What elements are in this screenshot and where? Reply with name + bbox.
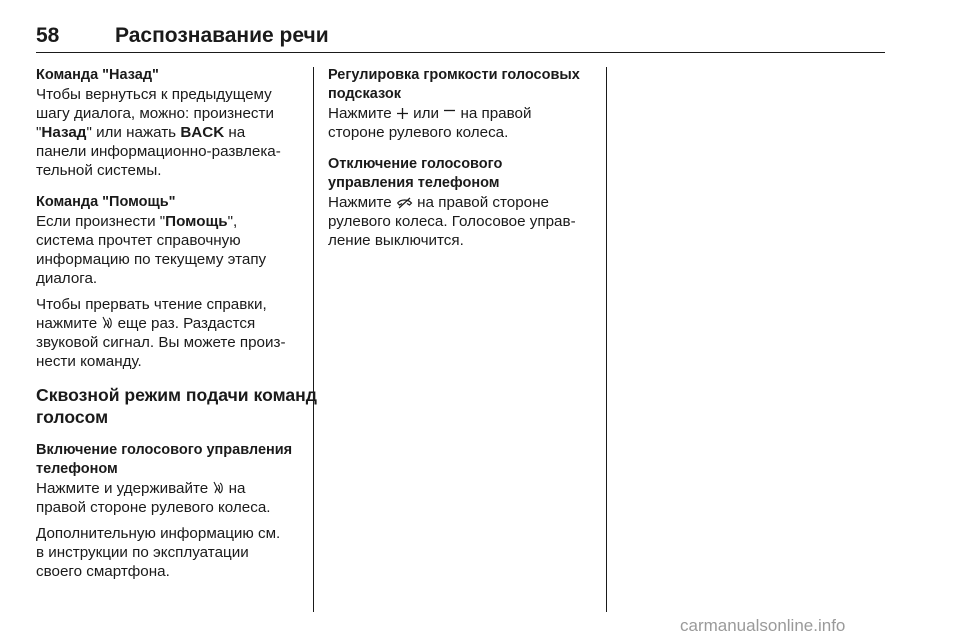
watermark: carmanualsonline.info [680, 616, 846, 635]
text-fragment: ", [227, 213, 238, 230]
section-heading-line: Сквозной режим подачи команд [36, 385, 317, 405]
more-text-line: своего смартфона. [36, 563, 170, 580]
voice-command-icon [212, 480, 224, 495]
back-command-block [36, 66, 308, 180]
volume-block [328, 66, 600, 142]
keyword-help: Помощь [165, 213, 228, 230]
text-fragment: нажмите [36, 315, 102, 332]
back-text-line: панели информационно-развлека‐ [36, 143, 281, 160]
back-text-line: Чтобы вернуться к предыдущему [36, 86, 272, 103]
disable-text-line: ление выключится. [328, 232, 464, 249]
stop-text-line: нести команду. [36, 353, 142, 370]
text-fragment: еще раз. Раздастся [113, 315, 256, 332]
disable-text-line [328, 193, 600, 212]
help-heading: Команда "Помощь" [36, 194, 176, 210]
back-text-line: тельной системы. [36, 162, 162, 179]
text-fragment: Нажмите [328, 105, 396, 122]
voice-command-icon [101, 315, 113, 330]
keyword-back: Назад [41, 124, 87, 141]
enable-phone-voice-block [36, 441, 308, 517]
section-heading-line: голосом [36, 407, 109, 427]
text-fragment: на правой [456, 105, 532, 122]
help-text-line [36, 212, 308, 231]
stop-help-block [36, 295, 308, 371]
text-fragment: Нажмите и удерживайте [36, 480, 213, 497]
back-heading: Команда "Назад" [36, 67, 159, 83]
volume-heading-line: подсказок [328, 86, 401, 102]
enable-text-line: правой стороне рулевого колеса. [36, 499, 271, 516]
enable-heading-line: Включение голосового управления [36, 442, 293, 458]
minus-icon [443, 107, 456, 120]
disable-heading-line: управления телефоном [328, 175, 500, 191]
help-text-line: диалога. [36, 270, 98, 287]
column-2 [328, 66, 600, 250]
section-heading [36, 384, 317, 428]
text-fragment: Если произнести " [36, 213, 166, 230]
disable-text-line: рулевого колеса. Голосовое управ‐ [328, 213, 576, 230]
back-text-line [36, 123, 308, 142]
stop-text-line: Чтобы прервать чтение справки, [36, 296, 267, 313]
plus-icon [396, 107, 409, 120]
hang-up-icon [396, 197, 413, 209]
text-fragment: " или нажать [86, 124, 181, 141]
text-fragment: на правой стороне [412, 194, 549, 211]
page-header [36, 22, 885, 50]
header-rule [36, 52, 885, 53]
volume-text-line [328, 104, 600, 123]
more-text-line: Дополнительную информацию см. [36, 525, 281, 542]
column-divider-1 [313, 67, 314, 612]
help-text-line: информацию по текущему этапу [36, 251, 267, 268]
column-1 [36, 66, 317, 581]
stop-text-line: звуковой сигнал. Вы можете произ‐ [36, 334, 286, 351]
back-key-label: BACK [180, 124, 225, 141]
text-fragment: на [224, 124, 246, 141]
text-fragment: или [408, 105, 444, 122]
more-info-block [36, 524, 308, 581]
text-fragment: на [224, 480, 246, 497]
enable-text-line [36, 479, 308, 498]
page-title: Распознавание речи [115, 24, 329, 47]
enable-heading-line: телефоном [36, 461, 118, 477]
page-number: 58 [36, 24, 60, 47]
stop-text-line [36, 314, 308, 333]
help-text-line: система прочтет справочную [36, 232, 241, 249]
column-divider-2 [606, 67, 607, 612]
back-text-line: шагу диалога, можно: произнести [36, 105, 274, 122]
volume-text-line: стороне рулевого колеса. [328, 124, 509, 141]
disable-heading-line: Отключение голосового [328, 156, 503, 172]
text-fragment: Нажмите [328, 194, 396, 211]
text-fragment: " [36, 124, 42, 141]
more-text-line: в инструкции по эксплуатации [36, 544, 249, 561]
help-command-block [36, 193, 308, 288]
disable-phone-voice-block [328, 155, 600, 250]
volume-heading-line: Регулировка громкости голосовых [328, 67, 580, 83]
